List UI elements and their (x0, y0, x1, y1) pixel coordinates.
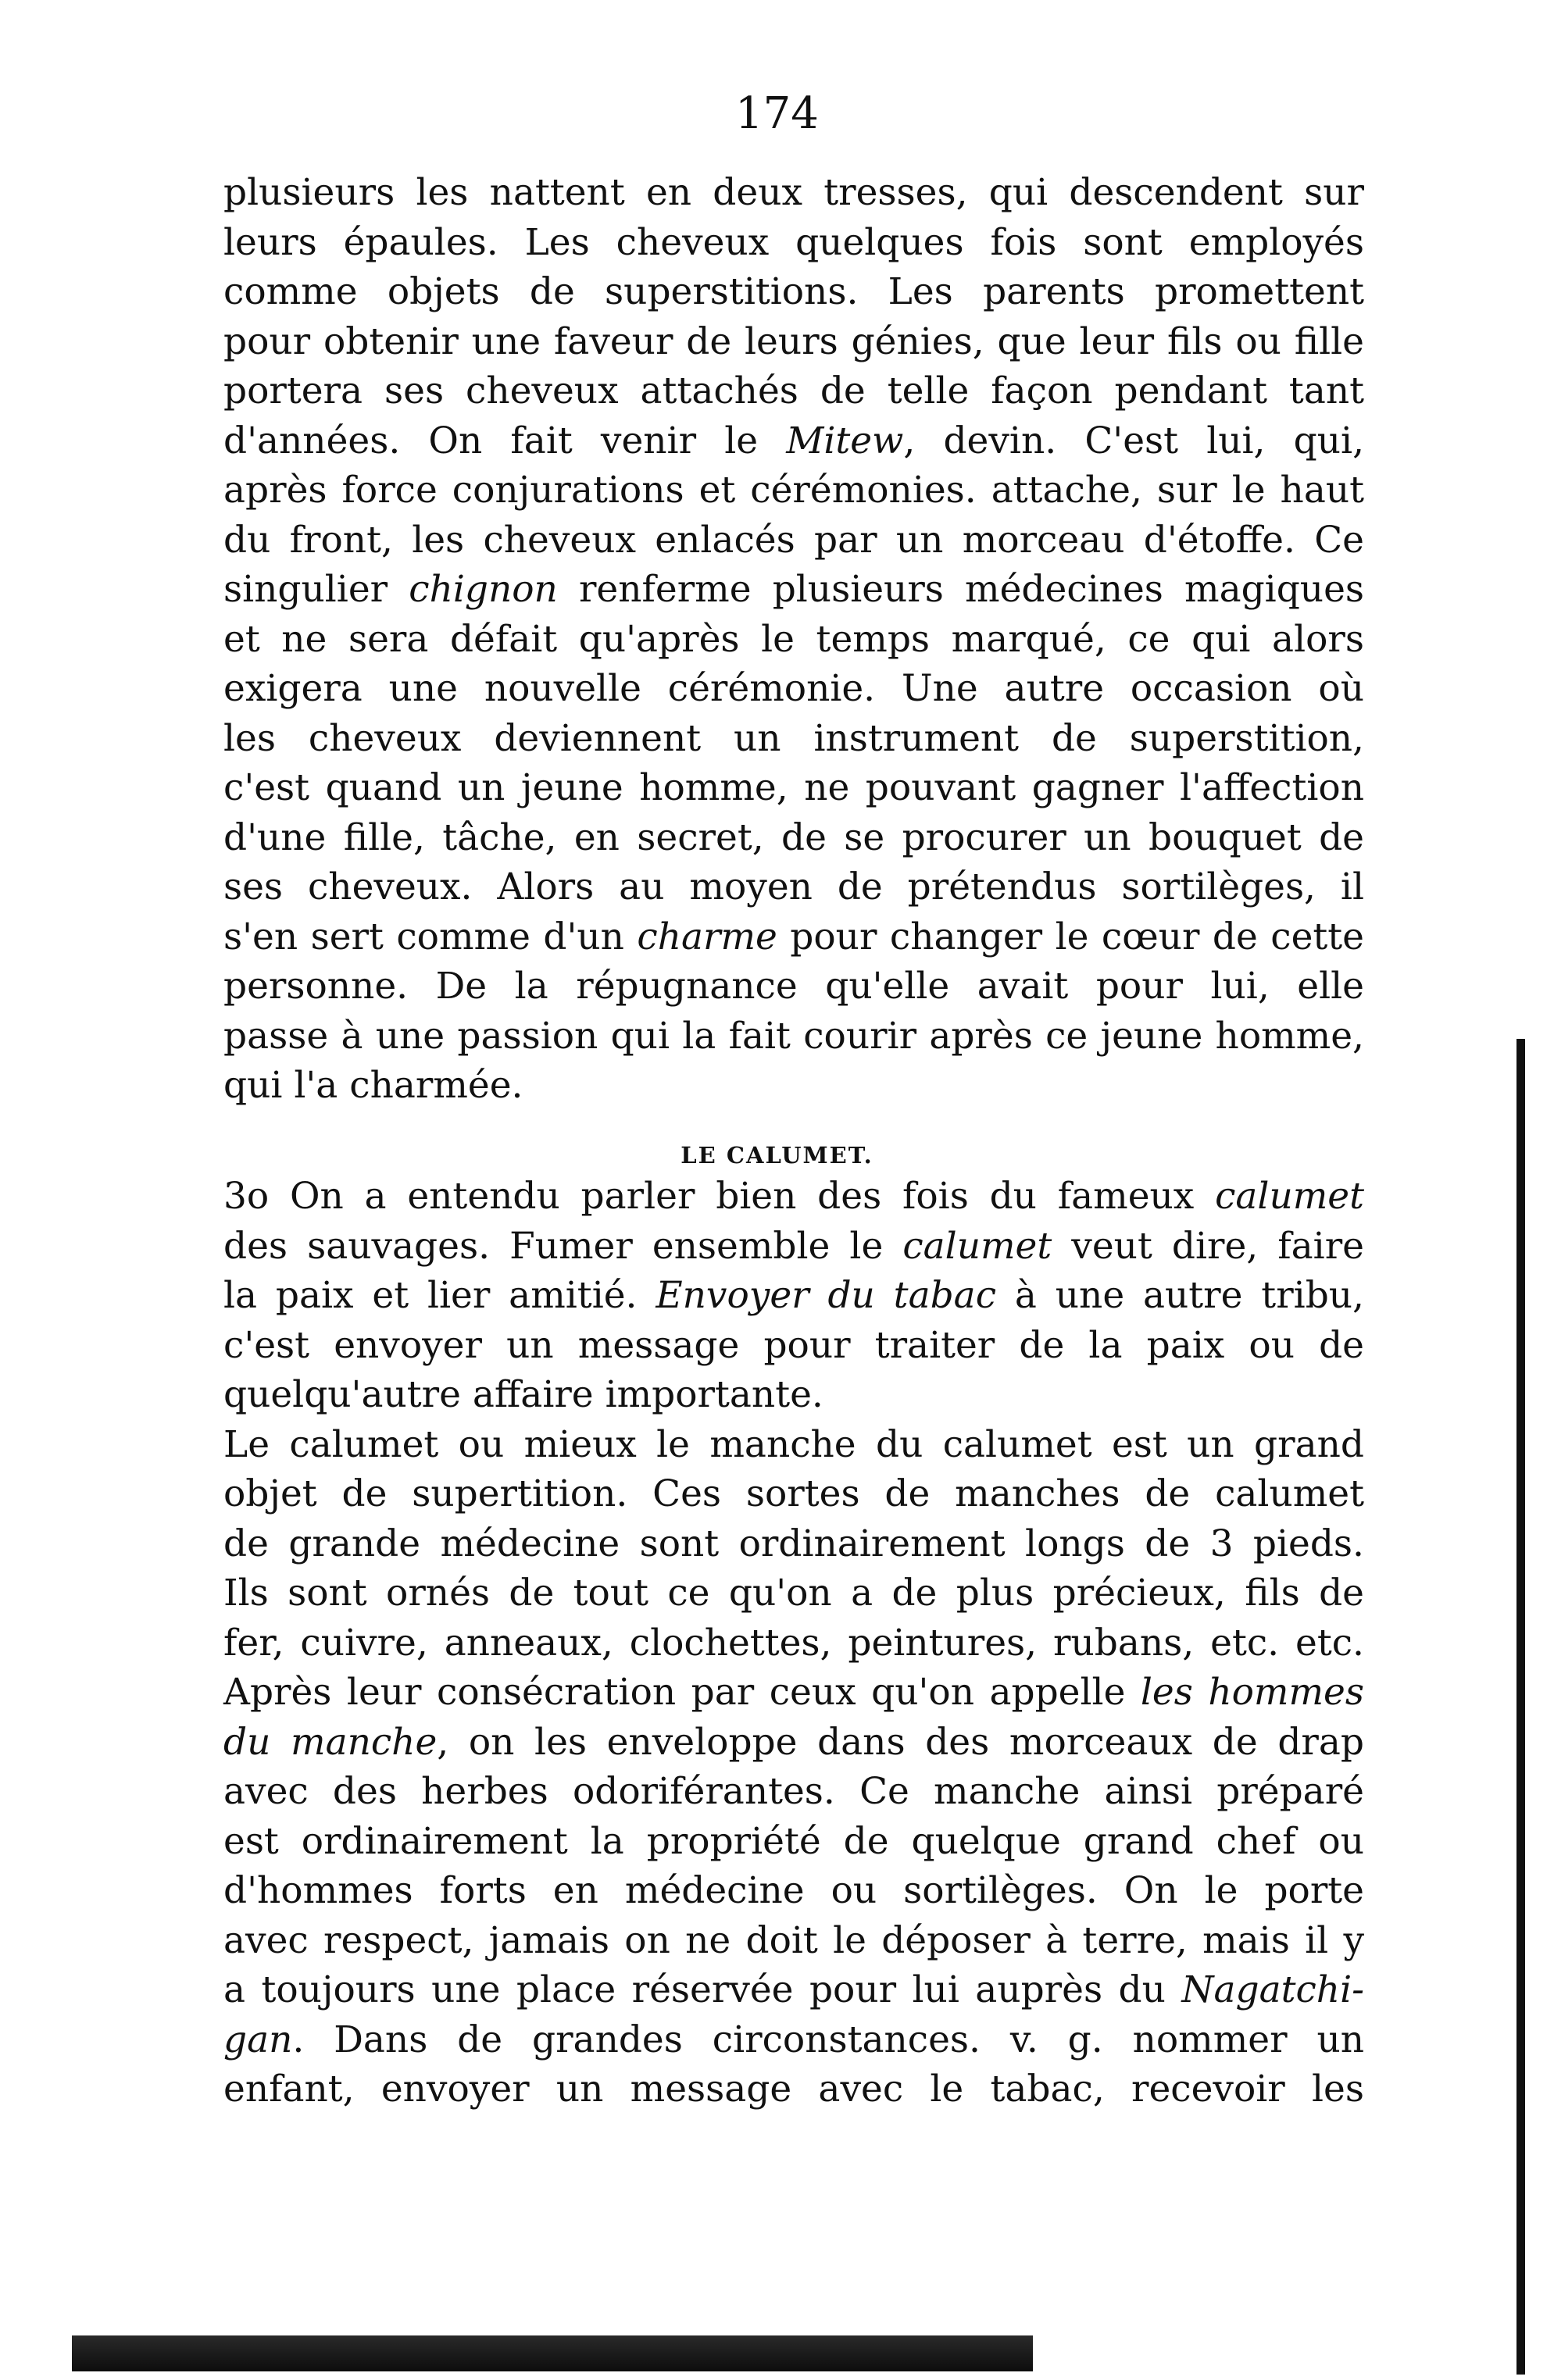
text-line: passe à une passion qui la fait courir après ce jeune homme, (223, 1014, 1364, 1058)
text-line: et ne sera défait qu'après le temps marqué, ce qui alors (223, 617, 1364, 661)
text-line: du front, les cheveux enlacés par un morceau d'étoffe. Ce (223, 518, 1364, 562)
text-line: ses cheveux. Alors au moyen de prétendus sortilèges, il (223, 865, 1364, 908)
text-line: singulier chignon renferme plusieurs médecines magiques (223, 568, 1364, 611)
text-line: les cheveux deviennent un instrument de superstition, (223, 716, 1364, 760)
text-line: s'en sert comme d'un charme pour changer le cœur de cette (223, 915, 1364, 958)
text-line: plusieurs les nattent en deux tresses, qui descendent sur (223, 171, 1364, 214)
text-line: c'est quand un jeune homme, ne pouvant gagner l'affection (223, 766, 1364, 809)
text-line: des sauvages. Fumer ensemble le calumet veut dire, faire (223, 1224, 1364, 1268)
text-line: avec respect, jamais on ne doit le déposer à terre, mais il y (223, 1918, 1364, 1962)
text-line: d'hommes forts en médecine ou sortilèges. On le porte (223, 1869, 1364, 1912)
text-line: fer, cuivre, anneaux, clochettes, peintures, rubans, etc. etc. (223, 1621, 1364, 1665)
text-line: comme objets de superstitions. Les parents promettent (223, 270, 1364, 313)
scan-margin-rule (1516, 1039, 1525, 2375)
paragraph-1 (223, 168, 1364, 1111)
text-line: d'années. On fait venir le Mitew, devin. C'est lui, qui, (223, 419, 1365, 462)
text-line: leurs épaules. Les cheveux quelques fois sont employés (223, 220, 1364, 264)
section-heading: LE CALUMET. (681, 1142, 873, 1169)
text-line: a toujours une place réservée pour lui auprès du Nagatchi- (223, 1968, 1364, 2011)
text-line: Après leur consécration par ceux qu'on appelle les hommes (223, 1671, 1364, 1714)
text-line: portera ses cheveux attachés de telle façon pendant tant (223, 369, 1364, 412)
page-number: 174 (735, 88, 819, 139)
text-line: de grande médecine sont ordinairement longs de 3 pieds. (223, 1522, 1364, 1565)
text-line: gan. Dans de grandes circonstances. v. g. nommer un (223, 2018, 1364, 2061)
text-line: est ordinairement la propriété de quelque grand chef ou (223, 1819, 1364, 1863)
text-line: pour obtenir une faveur de leurs génies, que leur fils ou fille (223, 319, 1364, 363)
text-line: objet de supertition. Ces sortes de manches de calumet (223, 1472, 1364, 1515)
text-line: Le calumet ou mieux le manche du calumet est un grand (223, 1422, 1364, 1466)
text-line: avec des herbes odoriférantes. Ce manche ainsi préparé (223, 1770, 1364, 1813)
paragraph-2 (223, 1172, 1364, 2114)
text-line: 3o On a entendu parler bien des fois du fameux calumet (223, 1175, 1364, 1218)
text-line: enfant, envoyer un message avec le tabac, recevoir les (223, 2068, 1364, 2111)
text-line: quelqu'autre affaire importante. (223, 1373, 823, 1416)
text-line: d'une fille, tâche, en secret, de se procurer un bouquet de (223, 815, 1364, 859)
text-line: personne. De la répugnance qu'elle avait pour lui, elle (223, 965, 1364, 1008)
text-line: Ils sont ornés de tout ce qu'on a de plus précieux, fils de (223, 1572, 1364, 1615)
text-line: après force conjurations et cérémonies. attache, sur le haut (223, 469, 1364, 512)
text-line: du manche, on les enveloppe dans des morceaux de drap (223, 1720, 1364, 1764)
text-line: qui l'a charmée. (223, 1064, 523, 1107)
scan-bottom-bar (72, 2335, 1033, 2371)
text-line: c'est envoyer un message pour traiter de la paix ou de (223, 1323, 1364, 1367)
text-line: exigera une nouvelle cérémonie. Une autre occasion où (223, 667, 1364, 710)
text-line: la paix et lier amitié. Envoyer du tabac à une autre tribu, (223, 1274, 1364, 1317)
